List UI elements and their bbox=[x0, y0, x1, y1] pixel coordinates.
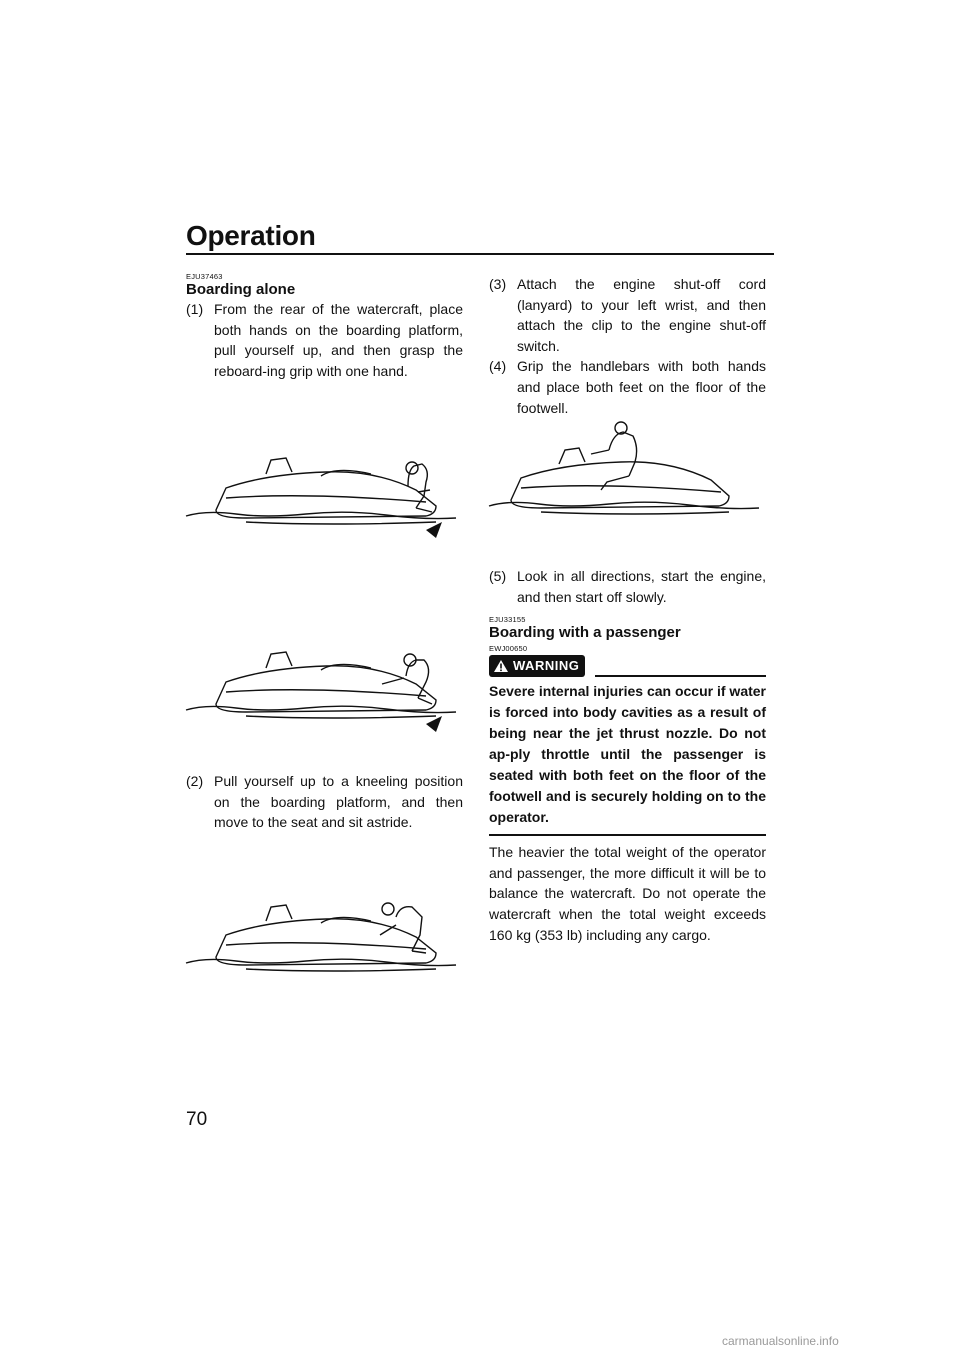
page-number: 70 bbox=[186, 1109, 208, 1130]
warning-badge bbox=[489, 655, 585, 677]
footer-watermark: carmanualsonline.info bbox=[722, 1334, 839, 1348]
step-2 bbox=[186, 771, 463, 833]
section-heading: Boarding with a passenger bbox=[489, 624, 681, 642]
step-number: (1) bbox=[186, 301, 204, 317]
step-text: Grip the handlebars with both hands and place both feet on the floor of the footwell. bbox=[517, 358, 766, 416]
left-column-lower bbox=[186, 771, 463, 833]
right-column bbox=[489, 274, 766, 418]
step-4 bbox=[489, 356, 766, 418]
title-rule bbox=[186, 253, 774, 255]
body-paragraph: The heavier the total weight of the operator and passenger, the more difficult it will be to balance the watercraft. Do not operate the watercraft when the total weight exceeds 160 kg (353 lb) including any cargo. bbox=[489, 844, 766, 943]
warning-header bbox=[489, 655, 766, 677]
step-number: (5) bbox=[489, 568, 507, 584]
warning-triangle-icon bbox=[493, 659, 509, 673]
warning-rule bbox=[595, 675, 766, 677]
illustration-seated-rider bbox=[489, 420, 774, 530]
step-text: Look in all directions, start the engine, and then start off slowly. bbox=[517, 568, 766, 605]
step-number: (2) bbox=[186, 773, 204, 789]
step-3 bbox=[489, 274, 766, 356]
left-column bbox=[186, 272, 463, 381]
step-5 bbox=[489, 566, 766, 607]
step-number: (4) bbox=[489, 358, 507, 375]
illustration-boarding-rear bbox=[186, 452, 476, 547]
warning-code: EWJ00650 bbox=[489, 644, 528, 654]
right-column-lower bbox=[489, 566, 766, 945]
step-number: (3) bbox=[489, 276, 507, 292]
section-code: EJU33155 bbox=[489, 615, 526, 625]
section-heading: Boarding alone bbox=[186, 281, 296, 298]
page-title: Operation bbox=[186, 220, 316, 251]
warning-text: Severe internal injuries can occur if water is forced into body cavities as a result of being near the jet thrust nozzle. Do not ap-ply throttle until the passenger is seated with both feet on the floor of the footwell and is securely holding on to the operator. bbox=[489, 677, 766, 836]
section-code: EJU37463 bbox=[186, 272, 223, 281]
warning-label: WARNING bbox=[513, 657, 580, 673]
step-1 bbox=[186, 299, 463, 381]
step-text: Pull yourself up to a kneeling position on the boarding platform, and then move to the seat and sit astride. bbox=[214, 773, 463, 831]
step-text: Attach the engine shut-off cord (lanyard) to your left wrist, and then attach the clip to the engine shut-off switch. bbox=[517, 276, 766, 354]
illustration-kneeling bbox=[186, 895, 476, 990]
illustration-boarding-grip bbox=[186, 648, 476, 738]
step-text: From the rear of the watercraft, place both hands on the boarding platform, pull yourself up, and then grasp the reboard-ing grip with one hand. bbox=[214, 301, 463, 379]
